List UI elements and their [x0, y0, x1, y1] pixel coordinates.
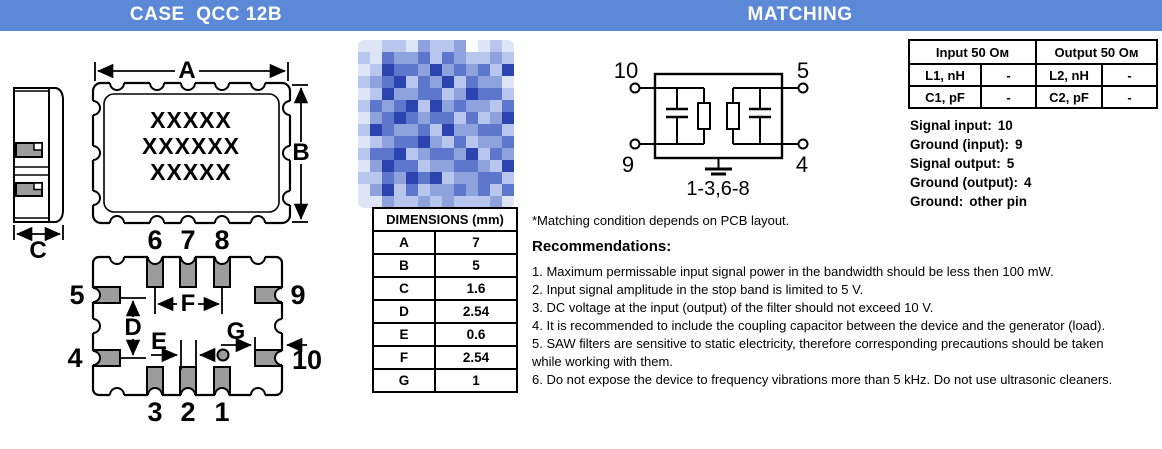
package-drawing: [8, 40, 353, 445]
table-cell: L2, nH: [1036, 64, 1102, 86]
recommendation-item: 3. DC voltage at the input (output) of the filter should not exceed 10 V.: [532, 300, 934, 315]
table-cell: G: [373, 369, 435, 392]
table-cell: -: [981, 86, 1036, 108]
dim-label-f: F: [180, 290, 196, 317]
pin1-marker-dot: [218, 350, 229, 361]
schematic-labels: [614, 58, 809, 200]
recommendation-item: 1. Maximum permissable input signal power in the bandwidth should be less then 100 mW.: [532, 264, 1054, 279]
dimensions-table: [372, 207, 518, 393]
table-cell: D: [373, 300, 435, 323]
pin-label-9: 9: [290, 280, 306, 310]
schematic-ground-label: 1-3,6-8: [686, 178, 750, 200]
table-cell: 1.6: [435, 277, 517, 300]
table-cell: L1, nH: [909, 64, 981, 86]
matching-table-header-input: Input 50 Ом: [909, 40, 1036, 64]
table-cell: -: [1102, 64, 1157, 86]
table-cell: 1: [435, 369, 517, 392]
package-marking: [142, 107, 240, 185]
header-bar: [0, 0, 1162, 31]
dim-label-a: A: [178, 57, 196, 84]
dimensions-table-title: DIMENSIONS (mm): [373, 208, 517, 231]
list-item: Signal input: 10: [910, 118, 1013, 133]
dim-label-g: G: [226, 318, 246, 345]
side-view: [14, 88, 63, 222]
pin-label-3: 3: [147, 397, 163, 427]
recommendation-item: 5. SAW filters are sensitive to static electricity, therefore corresponding precautions should be taken while working with them.: [532, 336, 1104, 369]
svg-text:XXXXX: XXXXX: [150, 159, 232, 185]
table-cell: 5: [435, 254, 517, 277]
schematic-pin-4: 4: [795, 152, 809, 177]
dim-label-b: B: [292, 139, 310, 166]
pin-label-7: 7: [180, 225, 196, 255]
table-cell: A: [373, 231, 435, 254]
list-item: Signal output: 5: [910, 156, 1015, 171]
dim-label-e: E: [150, 328, 168, 355]
table-cell: B: [373, 254, 435, 277]
bottom-view: [86, 250, 289, 402]
matching-schematic: [598, 45, 833, 205]
recommendation-item: 2. Input signal amplitude in the stop band is limited to 5 V.: [532, 282, 864, 297]
pin-label-6: 6: [147, 225, 163, 255]
recommendation-item: 6. Do not expose the device to frequency vibrations more than 5 kHz. Do not use ultrasonic cleaners.: [532, 372, 1113, 387]
pin-label-4: 4: [67, 343, 83, 373]
matching-note: *Matching condition depends on PCB layout.: [532, 213, 790, 228]
table-cell: 0.6: [435, 323, 517, 346]
matching-table: [908, 39, 1158, 109]
svg-text:XXXXX: XXXXX: [150, 107, 232, 133]
pin-label-10: 10: [291, 345, 323, 375]
dim-label-c: C: [29, 237, 47, 264]
component-photo: [358, 40, 514, 208]
matching-section-title: MATCHING: [747, 4, 853, 25]
pin-label-2: 2: [180, 397, 196, 427]
table-cell: 2.54: [435, 300, 517, 323]
pin-label-1: 1: [214, 397, 230, 427]
table-cell: C2, pF: [1036, 86, 1102, 108]
pin-label-8: 8: [214, 225, 230, 255]
matching-table-header-output: Output 50 Ом: [1036, 40, 1157, 64]
recommendation-item: 4. It is recommended to include the coupling capacitor between the device and the generator (load).: [532, 318, 1106, 333]
schematic-pin-10: 10: [613, 58, 639, 83]
pin-label-5: 5: [69, 280, 85, 310]
schematic-pin-5: 5: [796, 58, 810, 83]
table-cell: -: [1102, 86, 1157, 108]
table-cell: 7: [435, 231, 517, 254]
table-cell: C1, pF: [909, 86, 981, 108]
table-cell: C: [373, 277, 435, 300]
table-cell: -: [981, 64, 1036, 86]
table-cell: F: [373, 346, 435, 369]
list-item: Ground: other pin: [910, 194, 1027, 209]
dim-label-d: D: [124, 314, 142, 341]
list-item: Ground (input): 9: [910, 137, 1023, 152]
svg-text:XXXXXX: XXXXXX: [141, 133, 241, 159]
table-cell: 2.54: [435, 346, 517, 369]
table-cell: E: [373, 323, 435, 346]
case-section-title: CASE QCC 12B: [129, 4, 283, 25]
recommendations-title: Recommendations:: [532, 238, 672, 255]
list-item: Ground (output): 4: [910, 175, 1032, 190]
pin-assignment-list: [910, 116, 1031, 211]
schematic-pin-9: 9: [621, 152, 635, 177]
notes-section: [532, 213, 1120, 389]
